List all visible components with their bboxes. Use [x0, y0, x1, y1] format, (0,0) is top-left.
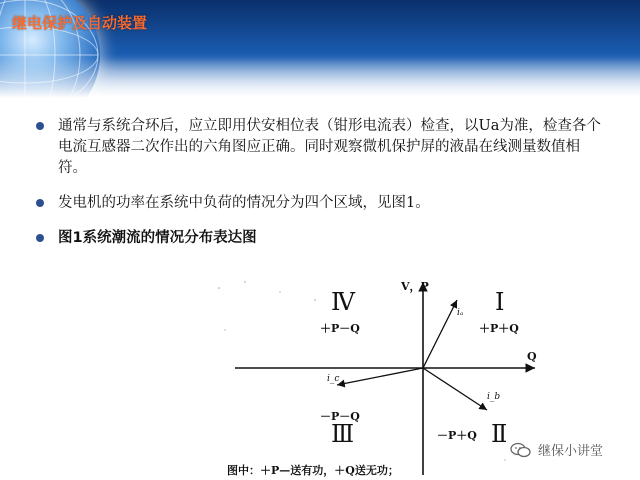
quadrant-1-sign: ＋P＋Q [479, 322, 519, 335]
quadrant-3-sign: －P－Q [320, 410, 360, 423]
bullet-list [28, 116, 603, 263]
bullet-item [28, 228, 603, 249]
bullet-dot-icon [36, 199, 44, 207]
watermark-text: 继保小讲堂 [538, 444, 604, 459]
vector-ib-label: i_b [487, 392, 501, 402]
diagram-caption: 图中：＋P—送有功，＋Q送无功； [227, 464, 399, 477]
wechat-icon [510, 442, 532, 458]
quadrant-4-sign: ＋P－Q [320, 322, 360, 335]
axis-label-p: V，P [401, 280, 429, 293]
watermark [510, 440, 603, 459]
bullet-dot-icon [36, 122, 44, 130]
bullet-text: 通常与系统合环后，应立即用伏安相位表（钳形电流表）检查，以Ua为准，检查各个电流互感器二次作出的六角图应正确。同时观察微机保护屏的液晶在线测量数值相符。 [58, 118, 601, 176]
bullet-text: 图1系统潮流的情况分布表达图 [58, 230, 257, 246]
vector-ia-label: iₐ [457, 308, 464, 318]
bullet-item [28, 116, 603, 179]
quadrant-2-sign: －P＋Q [437, 429, 477, 442]
vector-ic-label: i_c [327, 374, 340, 384]
page-title: 继电保护及自动装置 [12, 14, 148, 32]
vector-ib [423, 368, 487, 410]
vector-ia [423, 300, 457, 368]
bullet-text: 发电机的功率在系统中负荷的情况分为四个区域，见图1。 [58, 195, 430, 211]
vector-ic [337, 368, 423, 385]
axis-label-q: Q [527, 350, 537, 363]
quadrant-2-numeral: Ⅱ [491, 420, 507, 448]
quadrant-3-numeral: Ⅲ [331, 420, 354, 448]
quadrant-4-numeral: Ⅳ [331, 288, 354, 316]
bullet-item [28, 193, 603, 214]
quadrant-1-numeral: Ⅰ [495, 288, 504, 316]
bullet-dot-icon [36, 234, 44, 242]
header-banner [0, 0, 640, 98]
